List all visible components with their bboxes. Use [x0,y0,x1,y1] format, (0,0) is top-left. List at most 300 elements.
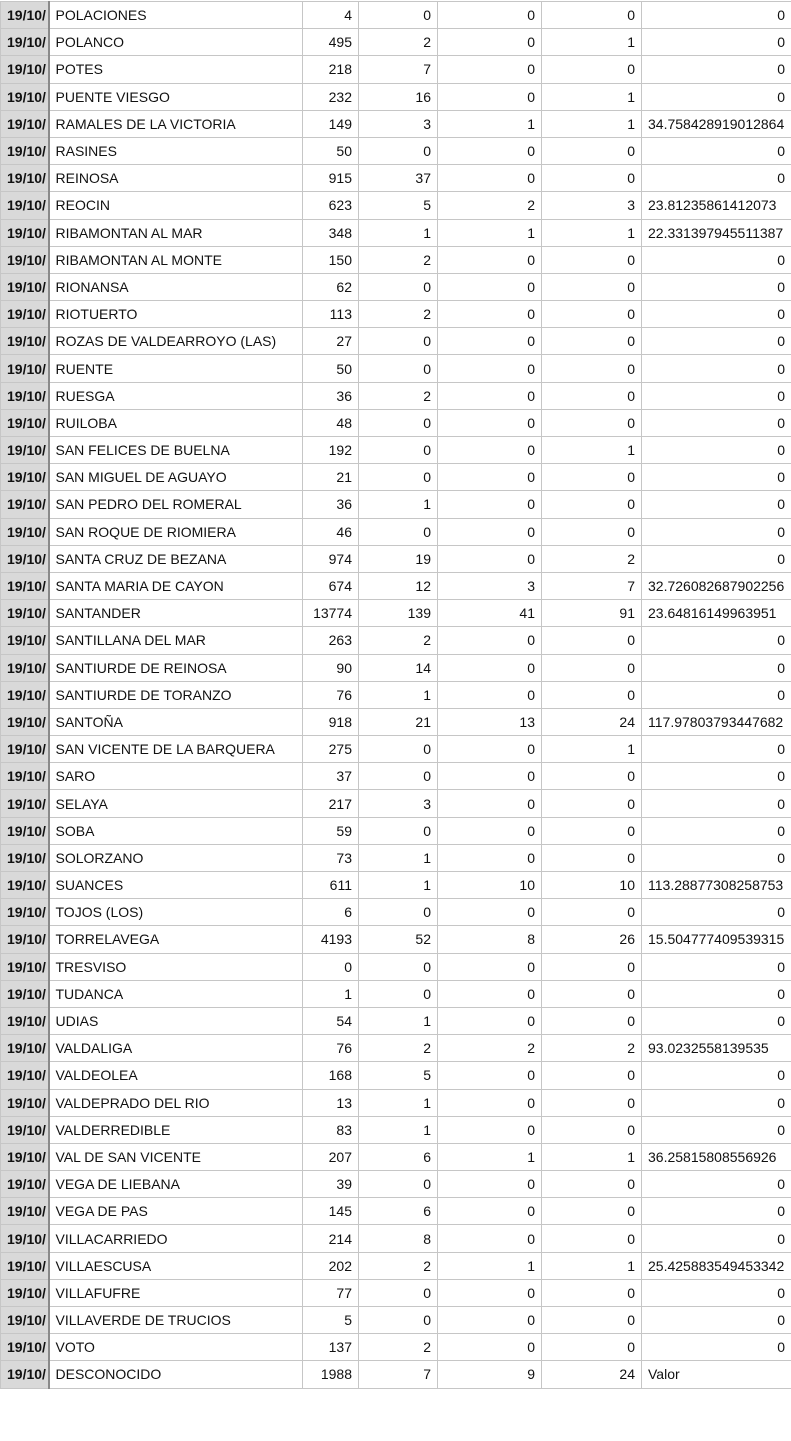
col5-cell[interactable]: 13 [438,708,542,735]
date-cell[interactable]: 19/10/ [1,246,49,273]
col6-cell[interactable]: 1 [542,736,642,763]
rate-cell[interactable]: 0 [642,1307,791,1334]
cases-cell[interactable]: 113 [303,301,359,328]
cases-cell[interactable]: 137 [303,1334,359,1361]
col4-cell[interactable]: 3 [359,110,438,137]
col6-cell[interactable]: 0 [542,165,642,192]
cases-cell[interactable]: 27 [303,328,359,355]
col4-cell[interactable]: 139 [359,600,438,627]
col4-cell[interactable]: 6 [359,1143,438,1170]
col4-cell[interactable]: 5 [359,1062,438,1089]
rate-cell[interactable]: 22.331397945511387 [642,219,791,246]
date-cell[interactable]: 19/10/ [1,1089,49,1116]
col5-cell[interactable]: 0 [438,491,542,518]
col6-cell[interactable]: 1 [542,1143,642,1170]
rate-cell[interactable]: 0 [642,2,791,29]
col5-cell[interactable]: 1 [438,1143,542,1170]
date-cell[interactable]: 19/10/ [1,1279,49,1306]
municipality-cell[interactable]: VILLAFUFRE [49,1279,303,1306]
rate-cell[interactable]: 0 [642,382,791,409]
rate-cell[interactable]: 0 [642,301,791,328]
col6-cell[interactable]: 91 [542,600,642,627]
col5-cell[interactable]: 0 [438,2,542,29]
date-cell[interactable]: 19/10/ [1,654,49,681]
col5-cell[interactable]: 0 [438,83,542,110]
cases-cell[interactable]: 6 [303,899,359,926]
date-cell[interactable]: 19/10/ [1,219,49,246]
col5-cell[interactable]: 0 [438,437,542,464]
date-cell[interactable]: 19/10/ [1,301,49,328]
rate-cell[interactable]: 0 [642,56,791,83]
col4-cell[interactable]: 37 [359,165,438,192]
cases-cell[interactable]: 39 [303,1171,359,1198]
date-cell[interactable]: 19/10/ [1,192,49,219]
municipality-cell[interactable]: SANTILLANA DEL MAR [49,627,303,654]
rate-cell[interactable]: 0 [642,464,791,491]
col6-cell[interactable]: 0 [542,953,642,980]
col5-cell[interactable]: 0 [438,1171,542,1198]
col6-cell[interactable]: 0 [542,844,642,871]
municipality-cell[interactable]: SAN ROQUE DE RIOMIERA [49,518,303,545]
date-cell[interactable]: 19/10/ [1,1307,49,1334]
municipality-cell[interactable]: SOBA [49,817,303,844]
col4-cell[interactable]: 2 [359,627,438,654]
col5-cell[interactable]: 0 [438,1225,542,1252]
col4-cell[interactable]: 52 [359,926,438,953]
rate-cell[interactable]: 0 [642,409,791,436]
rate-cell[interactable]: 0 [642,1171,791,1198]
municipality-cell[interactable]: SAN MIGUEL DE AGUAYO [49,464,303,491]
col5-cell[interactable]: 0 [438,165,542,192]
col6-cell[interactable]: 0 [542,654,642,681]
col4-cell[interactable]: 2 [359,301,438,328]
col4-cell[interactable]: 0 [359,328,438,355]
cases-cell[interactable]: 54 [303,1007,359,1034]
rate-cell[interactable]: Valor [642,1361,791,1388]
municipality-cell[interactable]: SAN PEDRO DEL ROMERAL [49,491,303,518]
date-cell[interactable]: 19/10/ [1,328,49,355]
col6-cell[interactable]: 0 [542,1171,642,1198]
col6-cell[interactable]: 0 [542,1089,642,1116]
cases-cell[interactable]: 90 [303,654,359,681]
col5-cell[interactable]: 0 [438,409,542,436]
col6-cell[interactable]: 7 [542,572,642,599]
date-cell[interactable]: 19/10/ [1,382,49,409]
col5-cell[interactable]: 0 [438,1089,542,1116]
col4-cell[interactable]: 7 [359,56,438,83]
rate-cell[interactable]: 0 [642,953,791,980]
col5-cell[interactable]: 1 [438,110,542,137]
rate-cell[interactable]: 0 [642,29,791,56]
col4-cell[interactable]: 16 [359,83,438,110]
col6-cell[interactable]: 0 [542,301,642,328]
col4-cell[interactable]: 12 [359,572,438,599]
col6-cell[interactable]: 0 [542,763,642,790]
col6-cell[interactable]: 2 [542,1035,642,1062]
date-cell[interactable]: 19/10/ [1,1035,49,1062]
col5-cell[interactable]: 0 [438,1198,542,1225]
municipality-cell[interactable]: RIOTUERTO [49,301,303,328]
municipality-cell[interactable]: SARO [49,763,303,790]
col6-cell[interactable]: 0 [542,1225,642,1252]
cases-cell[interactable]: 13774 [303,600,359,627]
rate-cell[interactable]: 0 [642,763,791,790]
col5-cell[interactable]: 0 [438,29,542,56]
rate-cell[interactable]: 34.758428919012864 [642,110,791,137]
cases-cell[interactable]: 611 [303,872,359,899]
col4-cell[interactable]: 0 [359,2,438,29]
col4-cell[interactable]: 2 [359,29,438,56]
col6-cell[interactable]: 1 [542,110,642,137]
date-cell[interactable]: 19/10/ [1,980,49,1007]
rate-cell[interactable]: 0 [642,83,791,110]
municipality-cell[interactable]: RIBAMONTAN AL MAR [49,219,303,246]
date-cell[interactable]: 19/10/ [1,681,49,708]
cases-cell[interactable]: 13 [303,1089,359,1116]
col5-cell[interactable]: 0 [438,137,542,164]
col6-cell[interactable]: 0 [542,355,642,382]
col5-cell[interactable]: 3 [438,572,542,599]
cases-cell[interactable]: 36 [303,491,359,518]
col4-cell[interactable]: 1 [359,1116,438,1143]
cases-cell[interactable]: 149 [303,110,359,137]
col6-cell[interactable]: 0 [542,137,642,164]
municipality-cell[interactable]: RASINES [49,137,303,164]
col4-cell[interactable]: 1 [359,491,438,518]
cases-cell[interactable]: 1 [303,980,359,1007]
col6-cell[interactable]: 24 [542,1361,642,1388]
municipality-cell[interactable]: SELAYA [49,790,303,817]
municipality-cell[interactable]: TOJOS (LOS) [49,899,303,926]
date-cell[interactable]: 19/10/ [1,1252,49,1279]
municipality-cell[interactable]: VALDALIGA [49,1035,303,1062]
municipality-cell[interactable]: DESCONOCIDO [49,1361,303,1388]
col4-cell[interactable]: 19 [359,545,438,572]
col6-cell[interactable]: 0 [542,1198,642,1225]
rate-cell[interactable]: 113.28877308258753 [642,872,791,899]
cases-cell[interactable]: 232 [303,83,359,110]
col5-cell[interactable]: 1 [438,219,542,246]
col6-cell[interactable]: 0 [542,464,642,491]
date-cell[interactable]: 19/10/ [1,110,49,137]
cases-cell[interactable]: 36 [303,382,359,409]
municipality-cell[interactable]: SAN VICENTE DE LA BARQUERA [49,736,303,763]
col4-cell[interactable]: 1 [359,872,438,899]
col5-cell[interactable]: 0 [438,1116,542,1143]
date-cell[interactable]: 19/10/ [1,1198,49,1225]
col5-cell[interactable]: 0 [438,654,542,681]
col4-cell[interactable]: 0 [359,899,438,926]
rate-cell[interactable]: 0 [642,246,791,273]
col4-cell[interactable]: 6 [359,1198,438,1225]
cases-cell[interactable]: 76 [303,681,359,708]
col4-cell[interactable]: 2 [359,1035,438,1062]
municipality-cell[interactable]: VALDERREDIBLE [49,1116,303,1143]
rate-cell[interactable]: 0 [642,1116,791,1143]
col5-cell[interactable]: 2 [438,1035,542,1062]
date-cell[interactable]: 19/10/ [1,1361,49,1388]
col4-cell[interactable]: 0 [359,1279,438,1306]
rate-cell[interactable]: 0 [642,355,791,382]
cases-cell[interactable]: 0 [303,953,359,980]
municipality-cell[interactable]: SANTA MARIA DE CAYON [49,572,303,599]
date-cell[interactable]: 19/10/ [1,518,49,545]
rate-cell[interactable]: 0 [642,790,791,817]
col5-cell[interactable]: 0 [438,246,542,273]
col5-cell[interactable]: 0 [438,301,542,328]
col6-cell[interactable]: 1 [542,219,642,246]
date-cell[interactable]: 19/10/ [1,1062,49,1089]
col6-cell[interactable]: 24 [542,708,642,735]
col6-cell[interactable]: 0 [542,518,642,545]
col4-cell[interactable]: 21 [359,708,438,735]
col5-cell[interactable]: 0 [438,980,542,1007]
cases-cell[interactable]: 348 [303,219,359,246]
municipality-cell[interactable]: RUILOBA [49,409,303,436]
col5-cell[interactable]: 0 [438,545,542,572]
col5-cell[interactable]: 0 [438,1307,542,1334]
municipality-cell[interactable]: VILLAVERDE DE TRUCIOS [49,1307,303,1334]
municipality-cell[interactable]: REINOSA [49,165,303,192]
col4-cell[interactable]: 1 [359,681,438,708]
municipality-cell[interactable]: VALDEPRADO DEL RIO [49,1089,303,1116]
col4-cell[interactable]: 0 [359,1171,438,1198]
col5-cell[interactable]: 0 [438,355,542,382]
rate-cell[interactable]: 0 [642,1089,791,1116]
municipality-cell[interactable]: POTES [49,56,303,83]
municipality-cell[interactable]: TRESVISO [49,953,303,980]
municipality-cell[interactable]: VEGA DE LIEBANA [49,1171,303,1198]
date-cell[interactable]: 19/10/ [1,137,49,164]
cases-cell[interactable]: 50 [303,355,359,382]
col5-cell[interactable]: 0 [438,790,542,817]
date-cell[interactable]: 19/10/ [1,355,49,382]
municipality-cell[interactable]: RAMALES DE LA VICTORIA [49,110,303,137]
municipality-cell[interactable]: PUENTE VIESGO [49,83,303,110]
col6-cell[interactable]: 0 [542,56,642,83]
col4-cell[interactable]: 7 [359,1361,438,1388]
col5-cell[interactable]: 0 [438,1007,542,1034]
cases-cell[interactable]: 21 [303,464,359,491]
cases-cell[interactable]: 48 [303,409,359,436]
cases-cell[interactable]: 150 [303,246,359,273]
col4-cell[interactable]: 0 [359,736,438,763]
col5-cell[interactable]: 0 [438,328,542,355]
date-cell[interactable]: 19/10/ [1,763,49,790]
col4-cell[interactable]: 0 [359,355,438,382]
col6-cell[interactable]: 2 [542,545,642,572]
col6-cell[interactable]: 0 [542,1334,642,1361]
col5-cell[interactable]: 0 [438,736,542,763]
date-cell[interactable]: 19/10/ [1,273,49,300]
col5-cell[interactable]: 41 [438,600,542,627]
col4-cell[interactable]: 8 [359,1225,438,1252]
rate-cell[interactable]: 0 [642,899,791,926]
cases-cell[interactable]: 50 [303,137,359,164]
cases-cell[interactable]: 1988 [303,1361,359,1388]
col5-cell[interactable]: 0 [438,681,542,708]
col6-cell[interactable]: 0 [542,246,642,273]
municipality-cell[interactable]: VILLACARRIEDO [49,1225,303,1252]
rate-cell[interactable]: 0 [642,627,791,654]
rate-cell[interactable]: 117.97803793447682 [642,708,791,735]
cases-cell[interactable]: 918 [303,708,359,735]
rate-cell[interactable]: 0 [642,545,791,572]
rate-cell[interactable]: 0 [642,1198,791,1225]
cases-cell[interactable]: 76 [303,1035,359,1062]
col6-cell[interactable]: 0 [542,273,642,300]
col5-cell[interactable]: 1 [438,1252,542,1279]
col5-cell[interactable]: 0 [438,273,542,300]
municipality-cell[interactable]: TORRELAVEGA [49,926,303,953]
col4-cell[interactable]: 14 [359,654,438,681]
col5-cell[interactable]: 0 [438,953,542,980]
date-cell[interactable]: 19/10/ [1,1116,49,1143]
rate-cell[interactable]: 0 [642,1007,791,1034]
rate-cell[interactable]: 0 [642,437,791,464]
col6-cell[interactable]: 1 [542,29,642,56]
date-cell[interactable]: 19/10/ [1,2,49,29]
rate-cell[interactable]: 0 [642,736,791,763]
cases-cell[interactable]: 915 [303,165,359,192]
col4-cell[interactable]: 0 [359,980,438,1007]
municipality-cell[interactable]: RUENTE [49,355,303,382]
date-cell[interactable]: 19/10/ [1,600,49,627]
date-cell[interactable]: 19/10/ [1,736,49,763]
col6-cell[interactable]: 0 [542,1307,642,1334]
cases-cell[interactable]: 275 [303,736,359,763]
date-cell[interactable]: 19/10/ [1,899,49,926]
municipality-cell[interactable]: SUANCES [49,872,303,899]
date-cell[interactable]: 19/10/ [1,926,49,953]
col4-cell[interactable]: 0 [359,1307,438,1334]
municipality-cell[interactable]: SANTOÑA [49,708,303,735]
cases-cell[interactable]: 217 [303,790,359,817]
date-cell[interactable]: 19/10/ [1,953,49,980]
col5-cell[interactable]: 0 [438,1334,542,1361]
municipality-cell[interactable]: SOLORZANO [49,844,303,871]
date-cell[interactable]: 19/10/ [1,817,49,844]
col6-cell[interactable]: 0 [542,681,642,708]
col5-cell[interactable]: 10 [438,872,542,899]
col4-cell[interactable]: 3 [359,790,438,817]
rate-cell[interactable]: 0 [642,328,791,355]
date-cell[interactable]: 19/10/ [1,1171,49,1198]
municipality-cell[interactable]: REOCIN [49,192,303,219]
rate-cell[interactable]: 36.25815808556926 [642,1143,791,1170]
col5-cell[interactable]: 0 [438,899,542,926]
col6-cell[interactable]: 26 [542,926,642,953]
cases-cell[interactable]: 83 [303,1116,359,1143]
col4-cell[interactable]: 0 [359,464,438,491]
col5-cell[interactable]: 9 [438,1361,542,1388]
date-cell[interactable]: 19/10/ [1,1334,49,1361]
col5-cell[interactable]: 0 [438,817,542,844]
cases-cell[interactable]: 214 [303,1225,359,1252]
col5-cell[interactable]: 0 [438,464,542,491]
municipality-cell[interactable]: ROZAS DE VALDEARROYO (LAS) [49,328,303,355]
col4-cell[interactable]: 0 [359,953,438,980]
date-cell[interactable]: 19/10/ [1,491,49,518]
municipality-cell[interactable]: RIONANSA [49,273,303,300]
rate-cell[interactable]: 0 [642,491,791,518]
rate-cell[interactable]: 0 [642,518,791,545]
rate-cell[interactable]: 23.81235861412073 [642,192,791,219]
col5-cell[interactable]: 2 [438,192,542,219]
rate-cell[interactable]: 0 [642,1334,791,1361]
col6-cell[interactable]: 0 [542,980,642,1007]
cases-cell[interactable]: 46 [303,518,359,545]
col4-cell[interactable]: 2 [359,1252,438,1279]
col6-cell[interactable]: 0 [542,790,642,817]
date-cell[interactable]: 19/10/ [1,545,49,572]
col6-cell[interactable]: 0 [542,409,642,436]
cases-cell[interactable]: 73 [303,844,359,871]
cases-cell[interactable]: 207 [303,1143,359,1170]
date-cell[interactable]: 19/10/ [1,165,49,192]
rate-cell[interactable]: 0 [642,1225,791,1252]
date-cell[interactable]: 19/10/ [1,409,49,436]
rate-cell[interactable]: 0 [642,654,791,681]
cases-cell[interactable]: 623 [303,192,359,219]
cases-cell[interactable]: 77 [303,1279,359,1306]
col6-cell[interactable]: 0 [542,1279,642,1306]
municipality-cell[interactable]: RIBAMONTAN AL MONTE [49,246,303,273]
col5-cell[interactable]: 0 [438,627,542,654]
col4-cell[interactable]: 1 [359,219,438,246]
col5-cell[interactable]: 0 [438,763,542,790]
col5-cell[interactable]: 0 [438,1279,542,1306]
cases-cell[interactable]: 4 [303,2,359,29]
date-cell[interactable]: 19/10/ [1,29,49,56]
date-cell[interactable]: 19/10/ [1,464,49,491]
col6-cell[interactable]: 0 [542,899,642,926]
rate-cell[interactable]: 0 [642,273,791,300]
col4-cell[interactable]: 5 [359,192,438,219]
municipality-cell[interactable]: POLANCO [49,29,303,56]
col4-cell[interactable]: 0 [359,763,438,790]
date-cell[interactable]: 19/10/ [1,844,49,871]
rate-cell[interactable]: 32.726082687902256 [642,572,791,599]
municipality-cell[interactable]: UDIAS [49,1007,303,1034]
col4-cell[interactable]: 1 [359,844,438,871]
rate-cell[interactable]: 0 [642,165,791,192]
col4-cell[interactable]: 0 [359,518,438,545]
col4-cell[interactable]: 2 [359,246,438,273]
col6-cell[interactable]: 0 [542,2,642,29]
cases-cell[interactable]: 674 [303,572,359,599]
cases-cell[interactable]: 974 [303,545,359,572]
municipality-cell[interactable]: SAN FELICES DE BUELNA [49,437,303,464]
rate-cell[interactable]: 15.504777409539315 [642,926,791,953]
municipality-cell[interactable]: VEGA DE PAS [49,1198,303,1225]
col5-cell[interactable]: 8 [438,926,542,953]
col4-cell[interactable]: 0 [359,817,438,844]
municipality-cell[interactable]: TUDANCA [49,980,303,1007]
date-cell[interactable]: 19/10/ [1,708,49,735]
col6-cell[interactable]: 0 [542,817,642,844]
col5-cell[interactable]: 0 [438,56,542,83]
col6-cell[interactable]: 0 [542,1007,642,1034]
municipality-cell[interactable]: POLACIONES [49,2,303,29]
col6-cell[interactable]: 1 [542,1252,642,1279]
col5-cell[interactable]: 0 [438,844,542,871]
col4-cell[interactable]: 0 [359,409,438,436]
date-cell[interactable]: 19/10/ [1,83,49,110]
cases-cell[interactable]: 5 [303,1307,359,1334]
date-cell[interactable]: 19/10/ [1,627,49,654]
municipality-cell[interactable]: SANTIURDE DE TORANZO [49,681,303,708]
